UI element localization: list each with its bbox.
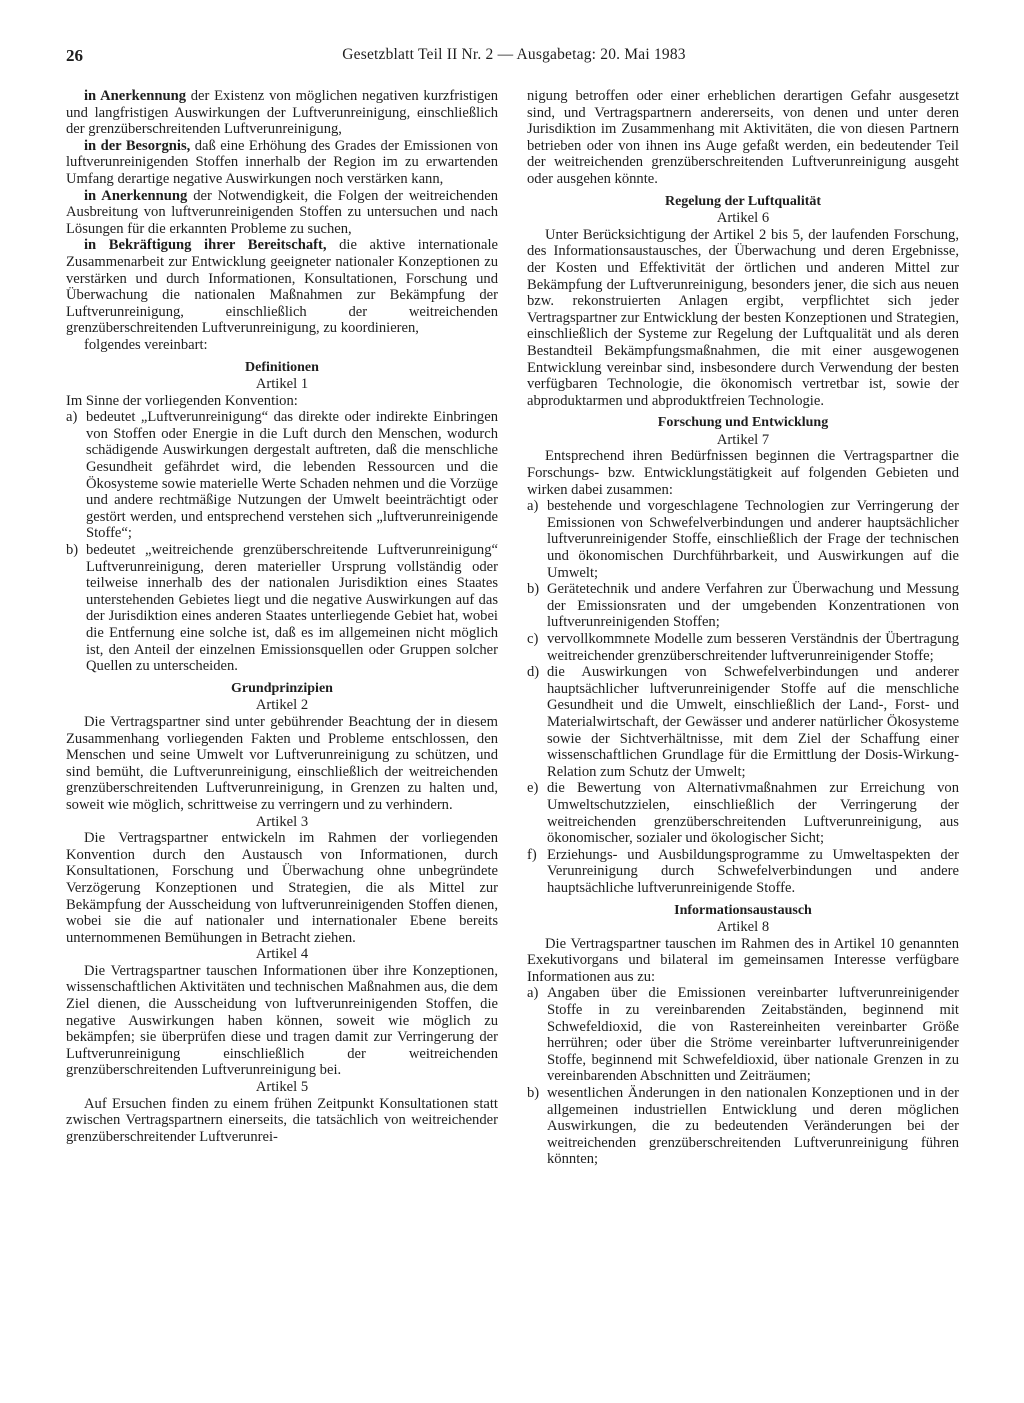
article-text: Die Vertragspartner sind unter gebührender Beachtung der in diesem Zusammenhang vorliegenden Fakten und Probleme entschlossen, den Menschen und seine Umwelt vor Luftverunreinigung zu schützen, und sind bemüht, die Luftverunreinigung, einschließlich der weitreichenden grenzüberschreitenden Luftverunreinigung, in Grenzen zu halten und, soweit wie möglich, schrittweise zu verringern und zu verhindern.	[66, 713, 498, 813]
list-item-label: b)	[66, 542, 79, 559]
list-item-text: Erziehungs- und Ausbildungsprogramme zu Umweltaspekten der Verunreinigung durch Schwefelverbindungen und andere hauptsächliche luftverunreinigende Stoffe.	[547, 846, 959, 896]
running-head: Gesetzblatt Teil II Nr. 2 — Ausgabetag: 20. Mai 1983	[342, 46, 686, 63]
article-intro: Die Vertragspartner tauschen im Rahmen des in Artikel 10 genannten Exekutivorgans und bilateral im gemeinsamen Interesse verfügbare Informationen aus zu:	[527, 935, 959, 985]
list-item	[527, 664, 959, 780]
article-title: Artikel 5	[255, 1079, 309, 1096]
list-item	[527, 985, 959, 1085]
recital-lead: in Anerkennung	[84, 187, 188, 204]
section-heading: Definitionen	[245, 359, 319, 375]
right-column	[527, 88, 959, 1168]
list-item-label: f)	[527, 846, 537, 863]
list-item-text: die Bewertung von Alternativmaßnahmen zur Erreichung von Umweltschutzzielen, einschließlich der Verringerung der weitreichenden grenzüberschreitenden Luftverunreinigung, aus ökonomischer, sozialer und ökologischer Sicht;	[547, 780, 959, 847]
article-title: Artikel 8	[716, 919, 770, 936]
article-text: Die Vertragspartner tauschen Informationen über ihre Konzeptionen, wissenschaftlichen Aktivitäten und technischen Maßnahmen aus, die dem Ziel dienen, die Ausscheidung von luftverunreinigenden Stoffen, die negative Auswirkungen haben können, soweit wie möglich zu bekämpfen; sie überprüfen diese und tragen damit zur Verringerung der Luftverunreinigung einschließlich der weitreichenden grenzüberschreitenden Luftverunreinigung bei.	[66, 962, 498, 1079]
section-heading: Informationsaustausch	[674, 902, 812, 918]
recital-lead: in Bekräftigung ihrer Bereitschaft,	[84, 237, 327, 254]
recital-text: der Existenz von möglichen negativen kurzfristigen und langfristigen Auswirkungen der Luftverunreinigung, einschließlich der grenzüberschreitenden Luftverunreinigung,	[66, 88, 498, 138]
list-item-text: vervollkommnete Modelle zum besseren Verständnis der Übertragung weitreichender grenzüberschreitender luftverunreinigender Stoffe;	[547, 631, 959, 664]
list-item	[66, 542, 498, 675]
recital-paragraph	[66, 188, 498, 238]
list-item	[527, 1085, 959, 1168]
list-item-label: e)	[527, 780, 539, 797]
agreement-line: folgendes vereinbart:	[84, 336, 208, 353]
article-title: Artikel 1	[255, 376, 309, 393]
page-number: 26	[66, 46, 83, 65]
article-text: Die Vertragspartner entwickeln im Rahmen der vorliegenden Konvention durch den Austausch von Informationen, durch Konsultationen, Forschung und Überwachung ohne unbegründete Verzögerung Konzeptionen und Strategien, die als Mittel zur Bekämpfung der Ausscheidung von luftverunreinigenden Stoffen dienen, wobei sie die auf nationaler und internationaler Ebene bereits unternommenen Bemühungen in Betracht ziehen.	[66, 830, 498, 946]
list-item	[66, 409, 498, 542]
recital-paragraph	[66, 138, 498, 188]
article-title: Artikel 3	[255, 813, 309, 830]
section-heading: Regelung der Luftqualität	[664, 193, 822, 209]
list-item-label: d)	[527, 664, 540, 681]
recital-paragraph	[66, 237, 498, 337]
list-item-text: bedeutet „Luftverunreinigung“ das direkte oder indirekte Einbringen von Stoffen oder Energie in die Luft durch den Menschen, wodurch schädigende Auswirkungen dergestalt auftreten, daß die menschliche Gesundheit gefährdet wird, die lebenden Ressourcen und die Ökosysteme sowie materielle Werte Schaden nehmen und die Vorzüge und andere rechtmäßige Nutzungen der Umwelt beeinträchtigt oder gestört werden, und entsprechend verstehen sich „luftverunreinigende Stoffe“;	[86, 409, 498, 542]
recital-text: die aktive internationale Zusammenarbeit zur Entwicklung geeigneter nationaler Konzeptionen zu verstärken und durch Informationen, Konsultationen, Forschung und Überwachung die nationalen Maßnahmen zur Bekämpfung der Luftverunreinigung, einschließlich der weitreichenden grenzüberschreitenden Luftverunreinigung, zu koordinieren,	[66, 237, 498, 337]
recital-text: daß eine Erhöhung des Grades der Emissionen von luftverunreinigenden Stoffen innerhalb der Region im zu erwartenden Umfang derartige negative Auswirkungen noch verstärken kann,	[66, 137, 498, 187]
list-item-label: a)	[527, 498, 539, 515]
article-title: Artikel 6	[716, 210, 770, 227]
recital-paragraph	[66, 88, 498, 138]
list-item-label: a)	[66, 409, 78, 426]
list-item	[527, 631, 959, 664]
recital-lead: in der Besorgnis,	[84, 137, 191, 154]
article-text: Auf Ersuchen finden zu einem frühen Zeitpunkt Konsultationen statt zwischen Vertragspartnern einerseits, die tatsächlich von weitreichender grenzüberschreitender Luftverunrei-	[66, 1095, 498, 1145]
list-item-text: wesentlichen Änderungen in den nationalen Konzeptionen und in der allgemeinen industriellen Entwicklung und deren möglichen Auswirkungen, die zu bedeutenden Veränderungen bei der weitreichenden grenzüberschreitenden Luftverunreinigung führen könnten;	[547, 1085, 959, 1168]
article-title: Artikel 4	[255, 946, 309, 963]
list-item-label: a)	[527, 985, 539, 1002]
list-item-text: Gerätetechnik und andere Verfahren zur Überwachung und Messung der Emissionsraten und der umgebenden Konzentrationen von luftverunreinigenden Stoffen;	[547, 581, 959, 631]
article-text: Unter Berücksichtigung der Artikel 2 bis 5, der laufenden Forschung, des Informationsaustausches, der Überwachung und deren Ergebnisse, der Kosten und Effektivität der örtlichen und anderen Mittel zur Bekämpfung der Luftverunreinigung, besonders jener, die sich aus neuen bzw. rekonstruierten Anlagen ergibt, verpflichtet sich jeder Vertragspartner zur Entwicklung der besten Konzeptionen und Strategien, einschließlich der Systeme zur Regelung der Luftqualität und als deren Bestandteil Bekämpfungsmaßnahmen, die mit einer ausgewogenen Entwicklung vereinbar sind, insbesondere durch Verwendung der besten verfügbaren Technologie, die ökonomisch vertretbar ist, sowie der abproduktarmen und abproduktfreien Technologie.	[527, 226, 959, 409]
list-item-text: bedeutet „weitreichende grenzüberschreitende Luftverunreinigung“ Luftverunreinigung, deren materieller Ursprung vollständig oder teilweise innerhalb des der nationalen Jurisdiktion eines Staates unterstehenden Gebietes liegt und die negative Auswirkungen auf das der Jurisdiktion eines anderen Staates unterliegende Gebiet hat, wobei die Entfernung eine solche ist, daß es im allgemeinen nicht möglich ist, den Anteil der einzelnen Emissionsquellen oder Gruppen solcher Quellen zu unterscheiden.	[86, 542, 498, 675]
page-header	[66, 46, 962, 68]
list-item	[527, 780, 959, 846]
list-item-text: die Auswirkungen von Schwefelverbindungen und anderer hauptsächlicher luftverunreinigender Stoffe auf die menschliche Gesundheit und die Umwelt, einschließlich der Land-, Forst- und Materialwirtschaft, der Gewässer und anderer natürlicher Ökosysteme sowie der Sichtverhältnisse, mit dem Ziel der Schaffung einer wissenschaftlichen Grundlage für die Ermittlung der Dosis-Wirkung-Relation zum Schutz der Umwelt;	[547, 664, 959, 780]
recital-lead: in Anerkennung	[84, 88, 187, 104]
list-item-text: Angaben über die Emissionen vereinbarter luftverunreinigender Stoffe in zu vereinbarenden Zeitabständen, beginnend mit Schwefeldioxid, die von Rastereinheiten vereinbarter Größe herrühren; oder über die Ströme vereinbarter luftverunreinigender Stoffe, beginnend mit Schwefeldioxid, über nationale Grenzen in zu vereinbarenden Abschnitten und Zeiträumen;	[547, 985, 959, 1085]
section-heading: Grundprinzipien	[231, 680, 333, 696]
list-item	[527, 581, 959, 631]
list-item-label: b)	[527, 1085, 540, 1102]
article-title: Artikel 2	[255, 697, 309, 714]
article-intro: Entsprechend ihren Bedürfnissen beginnen die Vertragspartner die Forschungs- bzw. Entwicklungstätigkeit auf folgenden Gebieten und wirken dabei zusammen:	[527, 448, 959, 498]
list-item-text: bestehende und vorgeschlagene Technologien zur Verringerung der Emissionen von Schwefelverbindungen und anderer hauptsächlicher luftverunreinigender Stoffe, einschließlich der Frage der technischen und ökonomischen Durchführbarkeit, und Auswirkungen auf die Umwelt;	[547, 498, 959, 581]
article-intro: Im Sinne der vorliegenden Konvention:	[66, 392, 298, 409]
list-item-label: c)	[527, 631, 539, 647]
list-item-label: b)	[527, 581, 540, 598]
section-heading: Forschung und Entwicklung	[657, 415, 829, 431]
article-continuation: nigung betroffen oder einer erheblichen derartigen Gefahr ausgesetzt sind, und Vertragspartnern andererseits, von denen und unter deren Jurisdiktion im Zusammenhang mit Aktivitäten, die von diesen Partnern betrieben oder von ihnen ins Auge gefaßt werden, ein bedeutender Teil der weitreichenden grenzüberschreitenden Luftverunreinigung ausgeht oder ausgehen könnte.	[527, 88, 959, 187]
list-item	[527, 847, 959, 897]
article-title: Artikel 7	[716, 431, 770, 448]
left-column	[66, 88, 498, 1145]
recital-text: der Notwendigkeit, die Folgen der weitreichenden Ausbreitung von luftverunreinigenden Stoffen zu untersuchen und nach Lösungen für die erkannten Probleme zu suchen,	[66, 187, 498, 237]
list-item	[527, 498, 959, 581]
